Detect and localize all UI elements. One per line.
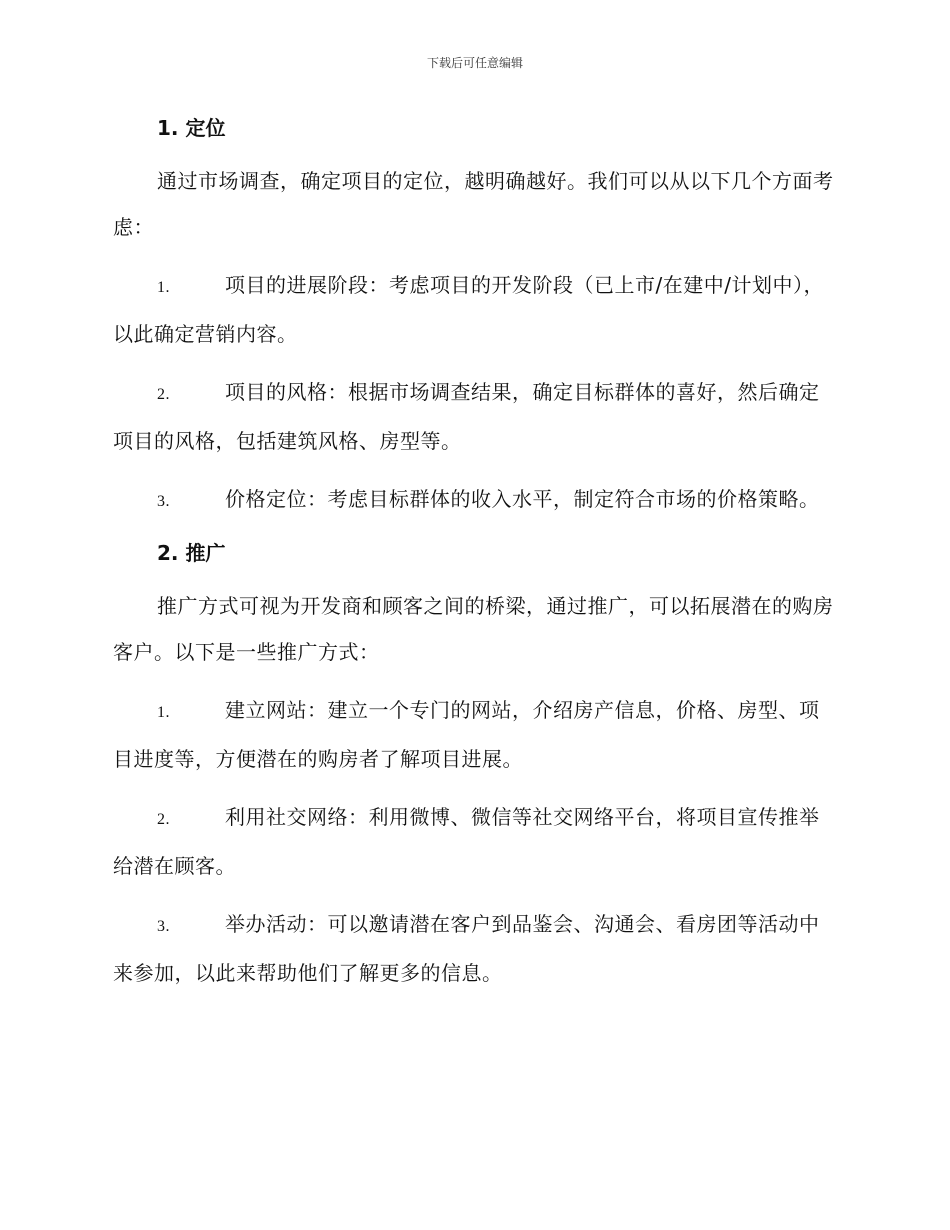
list-item-text: 价格定位：考虑目标群体的收入水平，制定符合市场的价格策略。 xyxy=(225,487,820,511)
page-header: 下载后可任意编辑 xyxy=(426,56,523,70)
list-item xyxy=(113,794,835,889)
list-item xyxy=(113,901,835,996)
section-intro-positioning: 通过市场调查，确定项目的定位，越明确越好。我们可以从以下几个方面考虑： xyxy=(113,169,834,239)
list-item-number: 1. xyxy=(157,704,170,721)
section-intro-promotion: 推广方式可视为开发商和顾客之间的桥梁，通过推广，可以拓展潜在的购房客户。以下是一些推广方式： xyxy=(113,594,834,664)
list-item-number: 2. xyxy=(157,811,170,828)
list-item-text: 举办活动：可以邀请潜在客户到品鉴会、沟通会、看房团等活动中来参加，以此来帮助他们了解更多的信息。 xyxy=(113,912,820,985)
list-item-text: 利用社交网络：利用微博、微信等社交网络平台，将项目宣传推举给潜在顾客。 xyxy=(113,805,820,878)
document-body xyxy=(113,112,835,996)
list-item xyxy=(113,262,835,357)
list-item-number: 3. xyxy=(157,493,170,510)
list-item-text: 项目的进展阶段：考虑项目的开发阶段（已上市/在建中/计划中），以此确定营销内容。 xyxy=(113,273,824,346)
list-item-number: 3. xyxy=(157,918,170,935)
section-heading-positioning: 1. 定位 xyxy=(157,116,226,140)
list-item xyxy=(113,476,835,525)
list-item-text: 项目的风格：根据市场调查结果，确定目标群体的喜好，然后确定项目的风格，包括建筑风格、房型等。 xyxy=(113,380,820,453)
list-item xyxy=(113,687,835,782)
section-heading-promotion: 2. 推广 xyxy=(157,541,226,565)
list-item xyxy=(113,369,835,464)
list-item-number: 1. xyxy=(157,279,170,296)
list-item-number: 2. xyxy=(157,386,170,403)
list-item-text: 建立网站：建立一个专门的网站，介绍房产信息，价格、房型、项目进度等，方便潜在的购房者了解项目进展。 xyxy=(113,698,820,771)
